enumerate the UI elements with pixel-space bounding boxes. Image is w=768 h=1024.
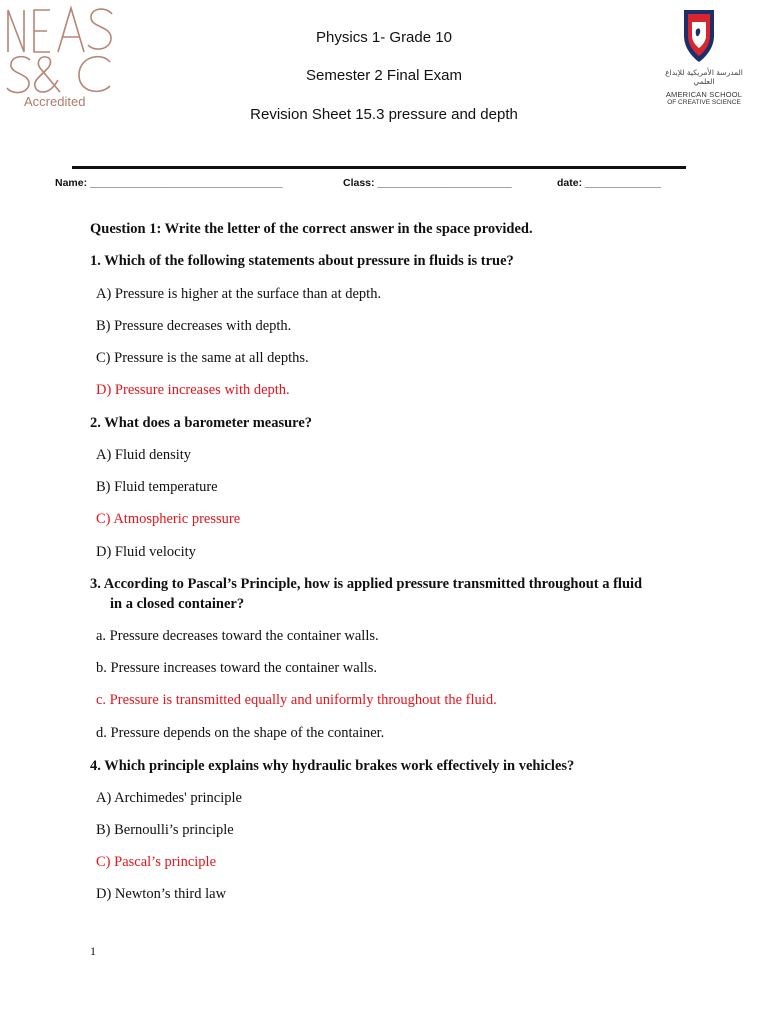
question-3-line2: in a closed container? [110,596,245,612]
page-number: 1 [90,944,96,958]
question-1: 1. Which of the following statements about pressure in fluids is true? [90,253,514,269]
q4-option-b: B) Bernoulli’s principle [96,822,234,838]
q4-option-a: A) Archimedes' principle [96,790,242,806]
header-divider [72,166,686,169]
accredited-caption: Accredited [24,94,86,109]
question-3-line1: 3. According to Pascal’s Principle, how is applied pressure transmitted throughout a fluid [90,576,643,592]
asc-arabic-name: المدرسة الأمريكية للإبداع العلمي [665,68,743,86]
q4-option-c-answer: C) Pascal’s principle [96,854,217,870]
asc-logo [640,2,758,118]
sheet-title: Revision Sheet 15.3 pressure and depth [250,106,518,123]
q1-option-c: C) Pressure is the same at all depths. [96,350,309,366]
q2-option-d: D) Fluid velocity [96,544,196,560]
course-title: Physics 1- Grade 10 [316,29,452,46]
q2-option-c-answer: C) Atmospheric pressure [96,511,241,527]
asc-name-line1: AMERICAN SCHOOL [665,90,743,99]
date-field: date: _____________ [557,177,661,189]
q1-option-b: B) Pressure decreases with depth. [96,318,292,334]
asc-name-line2: OF CREATIVE SCIENCE [667,99,741,106]
q3-option-d: d. Pressure depends on the shape of the container. [96,725,385,741]
class-field: Class: _______________________ [343,177,512,189]
q3-option-b: b. Pressure increases toward the container walls. [96,660,378,676]
section-heading: Question 1: Write the letter of the correct answer in the space provided. [90,221,533,237]
question-2: 2. What does a barometer measure? [90,415,313,431]
q4-option-d: D) Newton’s third law [96,886,227,902]
q1-option-a: A) Pressure is higher at the surface than at depth. [96,286,382,302]
question-4: 4. Which principle explains why hydraulic brakes work effectively in vehicles? [90,758,575,774]
exam-title: Semester 2 Final Exam [306,67,462,84]
neasc-logo [2,2,114,114]
q2-option-a: A) Fluid density [96,447,192,463]
q3-option-c-answer: c. Pressure is transmitted equally and uniformly throughout the fluid. [96,692,497,708]
q3-option-a: a. Pressure decreases toward the container walls. [96,628,379,644]
name-field: Name: _________________________________ [55,177,283,189]
q2-option-b: B) Fluid temperature [96,479,218,495]
q1-option-d-answer: D) Pressure increases with depth. [96,382,290,398]
